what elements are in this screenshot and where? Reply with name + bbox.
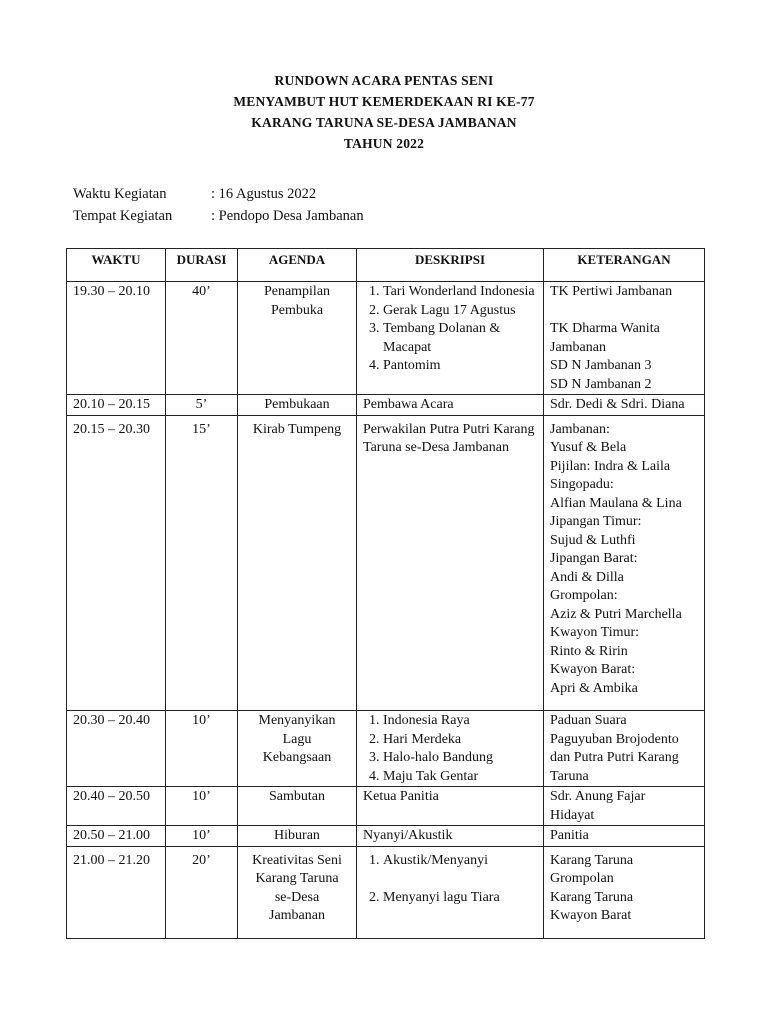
keterangan-line: Yusuf & Bela <box>550 440 627 455</box>
table-row <box>67 282 705 395</box>
cell-durasi: 5’ <box>166 395 238 416</box>
keterangan-line: Karang Taruna <box>550 889 634 905</box>
title-line-2: MENYAMBUT HUT KEMERDEKAAN RI KE-77 <box>233 94 535 109</box>
deskripsi-item: 4. Pantomim <box>383 357 537 376</box>
cell-agenda <box>238 787 357 826</box>
keterangan-line: Jambanan <box>550 339 606 355</box>
cell-deskripsi <box>357 826 544 847</box>
deskripsi-item: 3. Tembang Dolanan & Macapat <box>383 320 537 357</box>
cell-agenda <box>238 415 357 711</box>
info-value: : Pendopo Desa Jambanan <box>211 208 364 224</box>
title-line-4: TAHUN 2022 <box>343 136 425 151</box>
agenda-line: Lagu <box>282 731 312 747</box>
keterangan-line: SD N Jambanan 2 <box>550 376 652 392</box>
cell-keterangan <box>544 395 705 416</box>
agenda-line: Karang Taruna <box>255 871 339 886</box>
cell-keterangan <box>544 711 705 787</box>
deskripsi-item: 2. Gerak Lagu 17 Agustus <box>383 302 537 321</box>
table-row <box>67 395 705 416</box>
keterangan-line: Grompolan <box>550 871 614 886</box>
keterangan-line: Paguyuban Brojodento <box>550 731 679 747</box>
deskripsi-text: Perwakilan Putra Putri Karang Taruna se-Desa Jambanan <box>363 421 535 455</box>
cell-agenda <box>238 846 357 938</box>
deskripsi-item: 1. Indonesia Raya <box>383 712 537 731</box>
deskripsi-list <box>363 852 537 908</box>
keterangan-line: Taruna <box>550 768 589 784</box>
agenda-line: Kirab Tumpeng <box>252 421 342 437</box>
keterangan-line: Jipangan Barat: <box>550 551 638 566</box>
title-line-1: RUNDOWN ACARA PENTAS SENI <box>274 73 494 88</box>
cell-waktu: 20.10 – 20.15 <box>67 395 166 416</box>
cell-deskripsi <box>357 787 544 826</box>
keterangan-line: Aziz & Putri Marchella <box>550 606 682 622</box>
info-row-waktu <box>73 183 364 205</box>
document-title <box>0 70 768 154</box>
cell-deskripsi <box>357 846 544 938</box>
agenda-line: Pembuka <box>270 302 324 318</box>
cell-waktu: 19.30 – 20.10 <box>67 282 166 395</box>
keterangan-line: Grompolan: <box>550 588 618 603</box>
agenda-line: Pembukaan <box>264 397 330 412</box>
cell-durasi: 20’ <box>166 846 238 938</box>
agenda-line: Kebangsaan <box>262 750 332 765</box>
deskripsi-list <box>363 712 537 786</box>
rundown-table <box>66 248 705 939</box>
keterangan-line: Jambanan: <box>550 421 610 437</box>
keterangan-line: Karang Taruna <box>550 852 634 868</box>
cell-durasi: 10’ <box>166 711 238 787</box>
keterangan-line: Hidayat <box>550 807 595 823</box>
header-waktu: WAKTU <box>67 249 166 282</box>
cell-agenda <box>238 826 357 847</box>
cell-waktu: 20.30 – 20.40 <box>67 711 166 787</box>
keterangan-line: Apri & Ambika <box>550 680 638 696</box>
keterangan-line: Sdr. Anung Fajar <box>550 789 646 804</box>
keterangan-line: Paduan Suara <box>550 713 627 728</box>
keterangan-line: Panitia <box>550 828 589 843</box>
keterangan-line: Kwayon Barat <box>550 908 632 923</box>
cell-durasi: 40’ <box>166 282 238 395</box>
agenda-line: se-Desa <box>274 889 320 905</box>
info-row-tempat <box>73 205 364 227</box>
cell-agenda <box>238 282 357 395</box>
info-value: : 16 Agustus 2022 <box>211 186 317 202</box>
keterangan-line: Kwayon Timur: <box>550 625 640 640</box>
table-row <box>67 826 705 847</box>
cell-keterangan <box>544 415 705 711</box>
deskripsi-item: 2. Hari Merdeka <box>383 731 537 750</box>
keterangan-line: Singopadu: <box>550 477 614 492</box>
keterangan-line: Jipangan Timur: <box>550 514 642 529</box>
agenda-line: Kreativitas Seni <box>252 852 342 868</box>
header-deskripsi: DESKRIPSI <box>357 249 544 282</box>
cell-deskripsi <box>357 711 544 787</box>
header-durasi: DURASI <box>166 249 238 282</box>
cell-durasi: 10’ <box>166 787 238 826</box>
keterangan-line: dan Putra Putri Karang <box>550 750 679 765</box>
keterangan-line: TK Pertiwi Jambanan <box>550 284 673 299</box>
keterangan-line: Sujud & Luthfi <box>550 532 636 548</box>
deskripsi-item: 3. Halo-halo Bandung <box>383 749 537 768</box>
deskripsi-text: Ketua Panitia <box>363 789 439 804</box>
agenda-line: Jambanan <box>269 908 325 923</box>
table-row <box>67 787 705 826</box>
info-label: Waktu Kegiatan <box>73 186 167 202</box>
deskripsi-item: 1. Tari Wonderland Indonesia <box>383 283 537 302</box>
keterangan-line: SD N Jambanan 3 <box>550 358 652 373</box>
keterangan-line: Andi & Dilla <box>550 569 624 585</box>
agenda-line: Penampilan <box>263 284 331 299</box>
keterangan-line <box>550 302 698 321</box>
agenda-line: Sambutan <box>269 789 325 804</box>
cell-deskripsi <box>357 395 544 416</box>
cell-waktu: 21.00 – 21.20 <box>67 846 166 938</box>
deskripsi-text: Pembawa Acara <box>363 397 454 412</box>
deskripsi-text: Nyanyi/Akustik <box>363 828 453 843</box>
keterangan-line: Alfian Maulana & Lina <box>550 495 682 511</box>
info-label: Tempat Kegiatan <box>73 208 173 224</box>
deskripsi-item: 2. Menyanyi lagu Tiara <box>383 889 537 908</box>
keterangan-line: Pijilan: Indra & Laila <box>550 458 671 474</box>
cell-keterangan <box>544 282 705 395</box>
event-info <box>73 183 364 227</box>
keterangan-line: TK Dharma Wanita <box>550 321 660 336</box>
header-agenda: AGENDA <box>238 249 357 282</box>
cell-durasi: 15’ <box>166 415 238 711</box>
cell-agenda <box>238 711 357 787</box>
table-row <box>67 711 705 787</box>
keterangan-line: Kwayon Barat: <box>550 662 636 677</box>
deskripsi-list <box>363 283 537 376</box>
title-line-3: KARANG TARUNA SE-DESA JAMBANAN <box>251 115 517 130</box>
cell-keterangan <box>544 787 705 826</box>
table-row <box>67 415 705 711</box>
deskripsi-item: 4. Maju Tak Gentar <box>383 768 537 787</box>
cell-deskripsi <box>357 415 544 711</box>
cell-keterangan <box>544 826 705 847</box>
table-header-row <box>67 249 705 282</box>
agenda-line: Hiburan <box>274 828 320 843</box>
table-row <box>67 846 705 938</box>
cell-waktu: 20.15 – 20.30 <box>67 415 166 711</box>
cell-agenda <box>238 395 357 416</box>
cell-keterangan <box>544 846 705 938</box>
cell-durasi: 10’ <box>166 826 238 847</box>
deskripsi-item: 1. Akustik/Menyanyi <box>383 852 537 871</box>
header-keterangan: KETERANGAN <box>544 249 705 282</box>
keterangan-line: Sdr. Dedi & Sdri. Diana <box>550 397 685 412</box>
agenda-line: Menyanyikan <box>258 713 336 728</box>
cell-waktu: 20.50 – 21.00 <box>67 826 166 847</box>
cell-deskripsi <box>357 282 544 395</box>
keterangan-line: Rinto & Ririn <box>550 643 628 659</box>
cell-waktu: 20.40 – 20.50 <box>67 787 166 826</box>
